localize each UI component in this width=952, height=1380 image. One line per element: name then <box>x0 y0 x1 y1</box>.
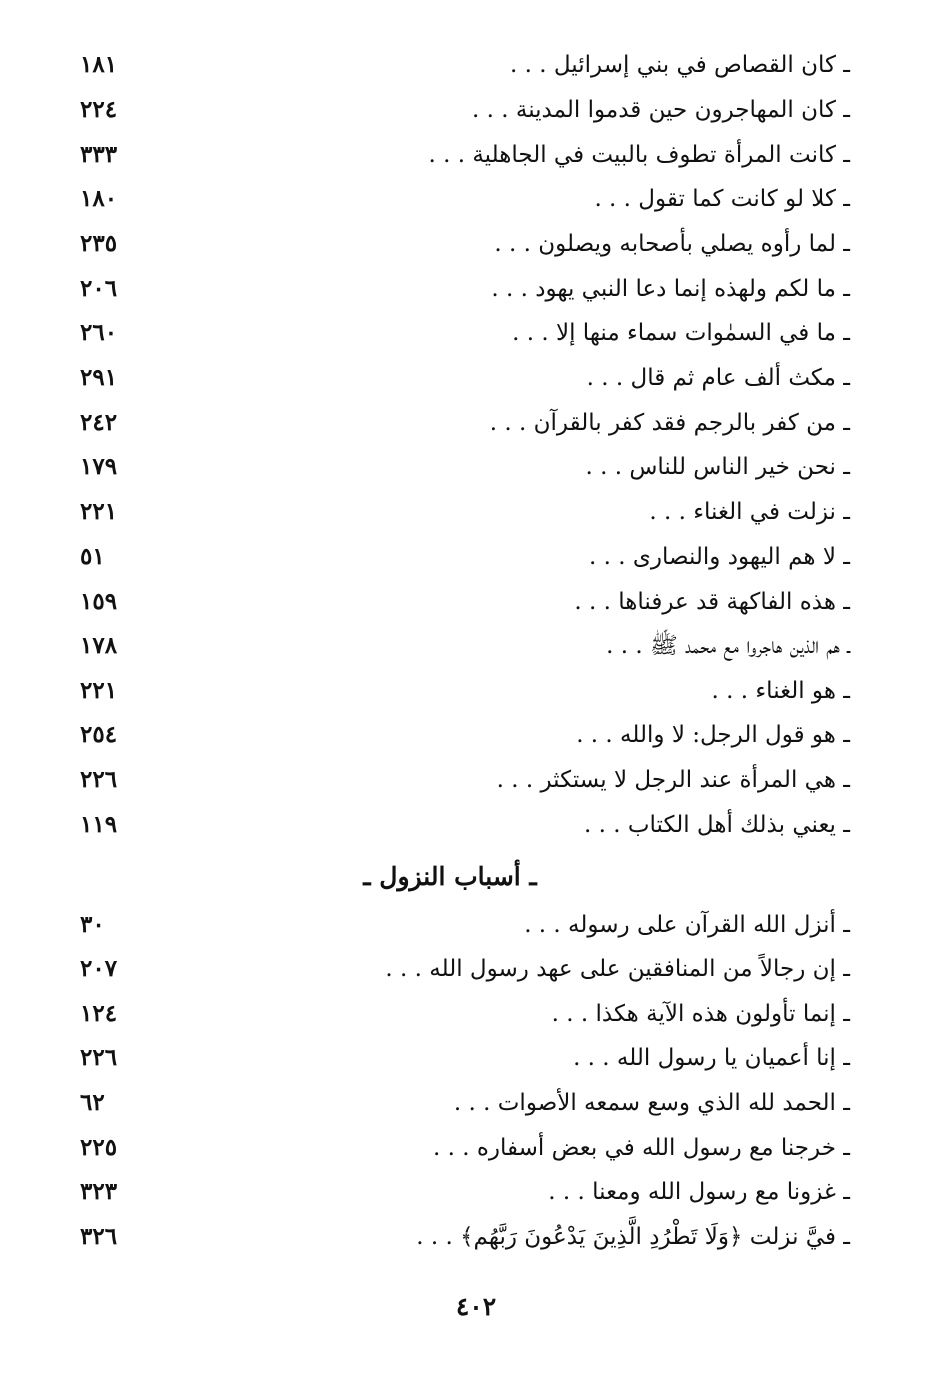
entry-page-number: ٢٤٢ <box>80 409 118 436</box>
entry-page-number: ٥١ <box>80 543 105 570</box>
index-entry <box>60 134 850 178</box>
entry-text: ـ أنزل الله القرآن على رسوله . . . <box>524 912 850 938</box>
index-entry <box>60 446 850 490</box>
entry-page-number: ٢٩١ <box>80 364 118 391</box>
index-entry <box>60 178 850 222</box>
entry-text: ـ كلا لو كانت كما تقول . . . <box>594 186 850 212</box>
index-entry <box>60 402 850 446</box>
entry-text: ـ كان المهاجرون حين قدموا المدينة . . . <box>472 97 850 123</box>
entry-text: ـ من كفر بالرجم فقد كفر بالقرآن . . . <box>489 410 850 436</box>
entry-text: ـ إنما تأولون هذه الآية هكذا . . . <box>551 1001 850 1027</box>
entry-page-number: ٢٣٥ <box>80 230 118 257</box>
entry-text: ـ إنا أعميان يا رسول الله . . . <box>573 1045 850 1071</box>
entry-text: ـ هذه الفاكهة قد عرفناها . . . <box>574 589 850 615</box>
index-entry <box>60 1082 850 1126</box>
entry-text: ـ هم الذين هاجروا مع محمد ﷺ . . . <box>606 633 850 659</box>
index-entry <box>60 993 850 1037</box>
entry-page-number: ١٧٨ <box>80 632 118 659</box>
entry-text: ـ مكث ألف عام ثم قال . . . <box>586 365 850 391</box>
entry-page-number: ٣٣٣ <box>80 141 118 168</box>
entry-text: ـ خرجنا مع رسول الله في بعض أسفاره . . . <box>432 1135 850 1161</box>
index-entry <box>60 1216 850 1260</box>
index-entry <box>60 536 850 580</box>
index-entry <box>60 581 850 625</box>
index-entry <box>60 804 850 848</box>
entry-text: ـ غزونا مع رسول الله ومعنا . . . <box>548 1179 850 1205</box>
entry-page-number: ٢٦٠ <box>80 319 118 346</box>
index-entry <box>60 948 850 992</box>
entry-page-number: ٢٢١ <box>80 677 118 704</box>
entry-text: ـ نحن خير الناس للناس . . . <box>585 454 850 480</box>
entry-page-number: ٢٠٧ <box>80 955 118 982</box>
entry-text: ـ الحمد لله الذي وسع سمعه الأصوات . . . <box>453 1090 850 1116</box>
entry-page-number: ٢٢٦ <box>80 1044 118 1071</box>
entry-page-number: ١٨٠ <box>80 185 118 212</box>
index-entry <box>60 759 850 803</box>
entry-text: ـ نزلت في الغناء . . . <box>649 499 850 525</box>
entry-page-number: ٢٥٤ <box>80 721 118 748</box>
index-entry <box>60 1037 850 1081</box>
index-entry <box>60 714 850 758</box>
entry-page-number: ٢٢٥ <box>80 1134 118 1161</box>
index-entry <box>60 89 850 133</box>
entry-text: ـ هو الغناء . . . <box>711 678 850 704</box>
index-entry <box>60 904 850 948</box>
index-entry <box>60 1171 850 1215</box>
entry-page-number: ١٥٩ <box>80 588 118 615</box>
entry-text: ـ كان القصاص في بني إسرائيل . . . <box>510 52 850 78</box>
page-number: ٤٠٢ <box>455 1292 497 1321</box>
entry-text: ـ كانت المرأة تطوف بالبيت في الجاهلية . . . <box>428 142 850 168</box>
entry-page-number: ١٢٤ <box>80 1000 118 1027</box>
entry-text: ـ هو قول الرجل: لا والله . . . <box>576 722 850 748</box>
entry-text: ـ فيَّ نزلت ﴿وَلَا تَطْرُدِ الَّذِينَ يَدْعُونَ رَبَّهُم﴾ . . . <box>416 1224 850 1250</box>
entry-text: ـ ما في السمٰوات سماء منها إلا . . . <box>512 320 850 346</box>
index-entry <box>60 670 850 714</box>
index-entry <box>60 268 850 312</box>
index-entry <box>60 357 850 401</box>
index-entry <box>60 44 850 88</box>
index-entry <box>60 312 850 356</box>
entry-text: ـ ما لكم ولهذه إنما دعا النبي يهود . . . <box>491 276 850 302</box>
section-heading: ـ أسباب النزول ـ <box>363 862 537 891</box>
entry-text: ـ هي المرأة عند الرجل لا يستكثر . . . <box>496 767 850 793</box>
entry-page-number: ١٨١ <box>80 51 118 78</box>
entry-page-number: ٣٢٣ <box>80 1178 118 1205</box>
index-entry <box>60 625 850 669</box>
entry-page-number: ٣٠ <box>80 911 105 938</box>
entry-page-number: ١١٩ <box>80 811 118 838</box>
entry-page-number: ٢٢٤ <box>80 96 118 123</box>
entry-page-number: ٢٠٦ <box>80 275 118 302</box>
index-entry <box>60 223 850 267</box>
entry-page-number: ٦٢ <box>80 1089 105 1116</box>
entry-page-number: ٣٢٦ <box>80 1223 118 1250</box>
entry-page-number: ٢٢٦ <box>80 766 118 793</box>
entry-page-number: ٢٢١ <box>80 498 118 525</box>
entry-page-number: ١٧٩ <box>80 453 118 480</box>
index-entry <box>60 1127 850 1171</box>
index-entry <box>60 491 850 535</box>
entry-text: ـ يعني بذلك أهل الكتاب . . . <box>584 812 850 838</box>
entry-text: ـ إن رجالاً من المنافقين على عهد رسول الله . . . <box>385 956 850 982</box>
entry-text: ـ لا هم اليهود والنصارى . . . <box>589 544 850 570</box>
entry-text: ـ لما رأوه يصلي بأصحابه ويصلون . . . <box>494 231 850 257</box>
